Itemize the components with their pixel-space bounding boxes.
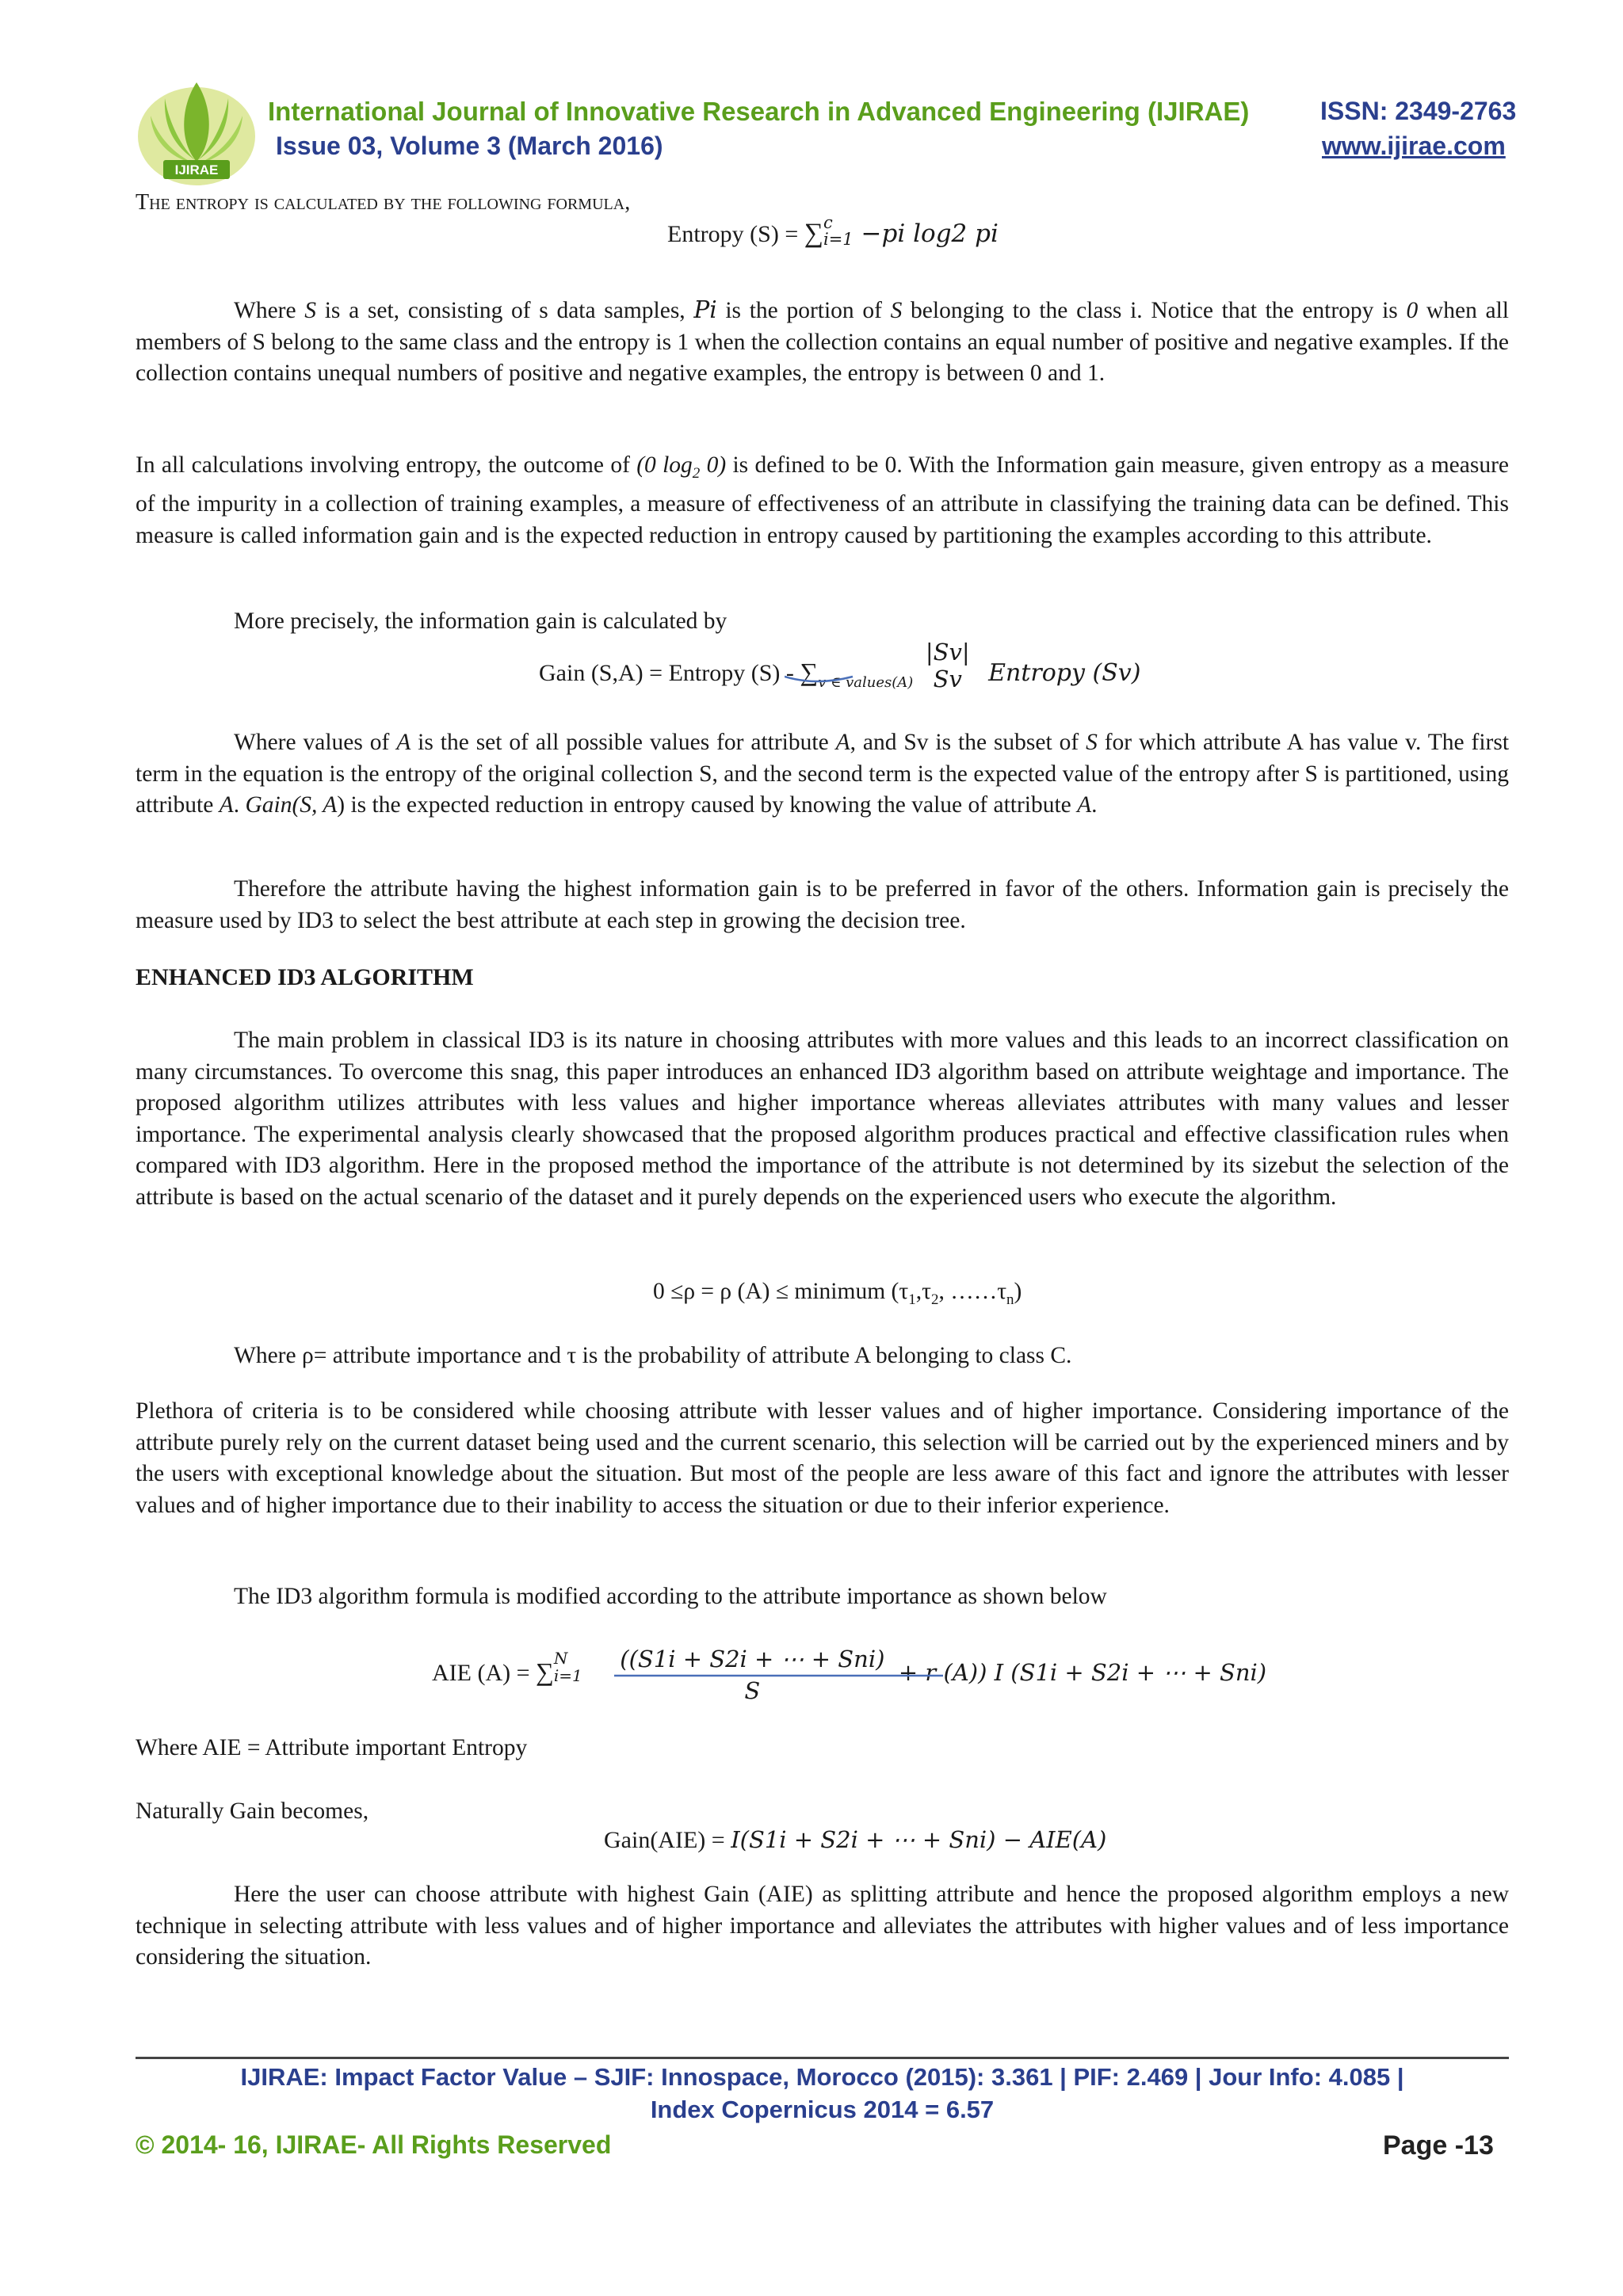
rho-where: Where ρ= attribute importance and τ is the probability of attribute A belonging to class C. — [234, 1343, 1072, 1368]
footer-impact-factor: IJIRAE: Impact Factor Value – SJIF: Innospace, Morocco (2015): 3.361 | PIF: 2.469 | Jour Info: 4.085 | — [240, 2063, 1404, 2091]
journal-issue: Issue 03, Volume 3 (March 2016) — [276, 132, 663, 160]
paragraph-plethora: Plethora of criteria is to be considered while choosing attribute with lesser values and of higher importance. Considering importance of the attribute purely rely on the current dataset being used and the current scenario, this selection will be carried out by the experienced miners and by the users with exceptional knowledge about the situation. But most of the people are less aware of this fact and ignore the attributes with lesser values and of higher importance due to their inability to access the situation or due to their inferior experience. — [136, 1398, 1509, 1518]
svg-text:IJIRAE: IJIRAE — [174, 162, 219, 177]
ijirae-leaf-icon — [133, 67, 260, 185]
gain-formula: Gain (S,A) = Entropy $(S) - \sum_{v \in values(A)}$ |Sv| Sv Entropy (Sv) — [539, 639, 1141, 692]
paragraph-where-s: Where S is a set, consisting of s data samples, Pi is the portion of S belonging to the class i. Notice that the entropy is 0 when all members of S belong to the same class and the entropy is 1 when the collection contains an equal number of positive and negative examples. If the collection contains unequal numbers of positive and negative examples, the entropy is between 0 and 1. — [136, 296, 1509, 386]
footer-index-copernicus: Index Copernicus 2014 = 6.57 — [650, 2096, 995, 2123]
journal-issn: ISSN: 2349-2763 — [1320, 97, 1517, 125]
journal-url-link[interactable]: www.ijirae.com — [1322, 132, 1506, 160]
paragraph-values: Where values of A is the set of all possible values for attribute A, and Sv is the subset of S for which attribute A has value v. The first term in the equation is the entropy of the original collection S, and the second term is the expected value of the entropy after S is partitioned, using attribute A. Gain(S, A) is the expected reduction in entropy caused by knowing the value of attribute A. — [136, 730, 1510, 818]
aie-formula: AIE (A) = ∑ N i=1 ((S1i + S2i + ⋯ + Sni) S + r (A)) I (S1i + S2i + ⋯ + Sni) — [432, 1646, 1267, 1704]
gain-aie-formula: Gain(AIE) = I(S1i + S2i + ⋯ + Sni) − AIE(A) — [604, 1826, 1107, 1853]
paragraph-therefore: Therefore the attribute having the highest information gain is to be preferred in favor of the others. Information gain is precisely the measure used by ID3 to select the best attribute at each step in growing the decision tree. — [136, 876, 1509, 933]
entropy-intro: The entropy is calculated by the following formula, — [136, 190, 631, 215]
footer-divider — [136, 2057, 1509, 2059]
entropy-formula: Entropy (S) = ∑ c i=1 −pi log2 pi — [667, 213, 999, 250]
gain-formula-arrow-icon — [785, 673, 856, 685]
aie-fraction-line-icon — [614, 1672, 947, 1680]
paragraph-calculations: In all calculations involving entropy, the outcome of (0 $\log_2 0$) is defined to be 0. With the Information gain measure, given entropy as a measure of the impurity in a collection of training examples, a measure of effectiveness of an attribute in classifying the training data can be defined. This measure is called information gain and is the expected reduction in entropy caused by partitioning the examples according to this attribute. — [136, 452, 1509, 548]
footer-copyright: © 2014- 16, IJIRAE- All Rights Reserved — [136, 2130, 612, 2159]
paragraph-modified: The ID3 algorithm formula is modified according to the attribute importance as shown below — [234, 1584, 1107, 1609]
journal-title: International Journal of Innovative Research in Advanced Engineering (IJIRAE) — [268, 97, 1250, 126]
heading-enhanced-id3: ENHANCED ID3 ALGORITHM — [136, 964, 474, 990]
aie-where: Where AIE = Attribute important Entropy — [136, 1735, 528, 1760]
paragraph-main-problem: The main problem in classical ID3 is its nature in choosing attributes with more values and this leads to an incorrect classification on many circumstances. To overcome this snag, this paper introduces an enhanced ID3 algorithm based on attribute weightage and importance. The proposed algorithm utilizes attributes with less values and higher importance whereas alleviates attributes with many values and lesser importance. The experimental analysis clearly showcased that the proposed algorithm produces practical and effective classification rules when compared with ID3 algorithm. Here in the proposed method the importance of the attribute is not determined by its sizebut the selection of the attribute is based on the actual scenario of the dataset and it purely depends on the experienced users who execute the algorithm. — [136, 1028, 1509, 1210]
journal-logo — [133, 67, 260, 185]
gain-becomes: Naturally Gain becomes, — [136, 1798, 369, 1824]
paragraph-here: Here the user can choose attribute with highest Gain (AIE) as splitting attribute and hence the proposed algorithm employs a new technique in selecting attribute with less values and of higher importance and alleviates the attributes with higher values and of less importance considering the situation. — [136, 1882, 1509, 1970]
gain-intro: More precisely, the information gain is calculated by — [234, 608, 727, 634]
rho-formula: 0 ≤ρ = ρ (A) ≤ minimum ($\tau_1,\tau_2$, $\dots\dots\tau_n$) — [653, 1279, 1022, 1308]
page-number: Page -13 — [1383, 2130, 1494, 2161]
